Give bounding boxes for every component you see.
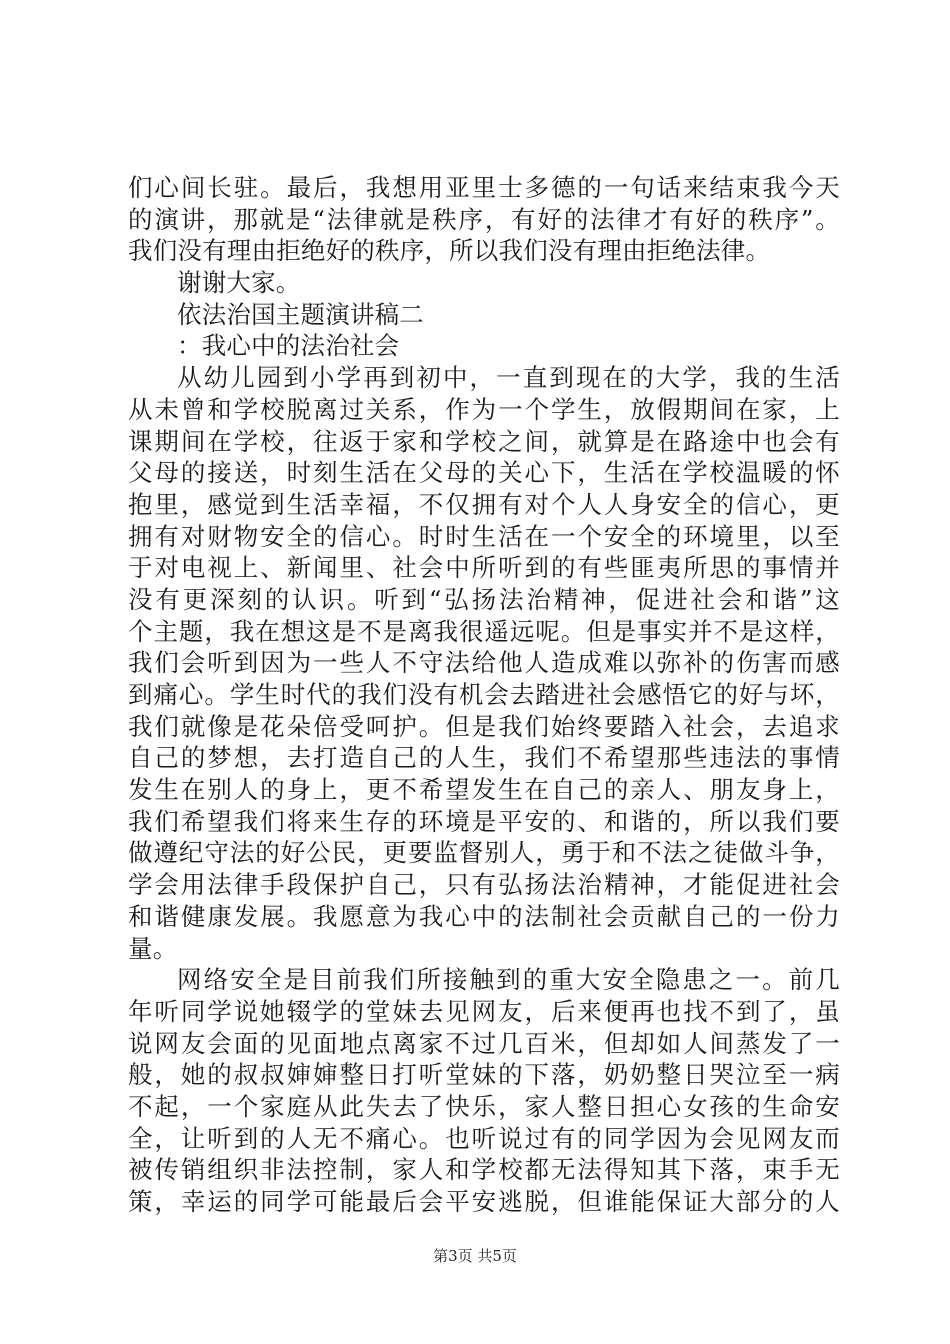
page-footer xyxy=(0,1245,950,1266)
section-subtitle: ：我心中的法治社会 xyxy=(177,331,400,361)
text-line: 的演讲，那就是“法律就是秩序，有好的法律才有好的秩序”。 xyxy=(128,204,840,234)
text-line: 网络安全是目前我们所接触到的重大安全隐患之一。前几 xyxy=(177,965,840,995)
text-line: 抱里，感觉到生活幸福，不仅拥有对个人人身安全的信心，更 xyxy=(128,489,840,519)
text-line: 不起，一个家庭从此失去了快乐，家人整日担心女孩的生命安 xyxy=(128,1091,840,1121)
page-number-label: 第3页 共5页 xyxy=(433,1247,517,1265)
text-line: 我们就像是花朵倍受呵护。但是我们始终要踏入社会，去追求 xyxy=(128,711,840,741)
text-line: 学会用法律手段保护自己，只有弘扬法治精神，才能促进社会 xyxy=(128,870,840,900)
text-line: 谢谢大家。 xyxy=(177,268,301,298)
text-line: 发生在别人的身上，更不希望发生在自己的亲人、朋友身上， xyxy=(128,775,840,805)
section-title: 依法治国主题演讲稿二 xyxy=(177,299,424,329)
text-line: 被传销组织非法控制，家人和学校都无法得知其下落，束手无 xyxy=(128,1155,840,1185)
text-line: 年听同学说她辍学的堂妹去见网友，后来便再也找不到了，虽 xyxy=(128,996,840,1026)
text-line: 拥有对财物安全的信心。时时生活在一个安全的环境里，以至 xyxy=(128,521,840,551)
text-line: 我们没有理由拒绝好的秩序，所以我们没有理由拒绝法律。 xyxy=(128,236,771,266)
text-line: 我们希望我们将来生存的环境是平安的、和谐的，所以我们要 xyxy=(128,806,840,836)
text-line: 般，她的叔叔婶婶整日打听堂妹的下落，奶奶整日哭泣至一病 xyxy=(128,1060,840,1090)
text-line: 课期间在学校，往返于家和学校之间，就算是在路途中也会有 xyxy=(128,426,840,456)
document-body xyxy=(128,172,840,1218)
text-line: 全，让听到的人无不痛心。也听说过有的同学因为会见网友而 xyxy=(128,1123,840,1153)
text-line: 没有更深刻的认识。听到“弘扬法治精神，促进社会和谐”这 xyxy=(128,584,840,614)
text-line: 父母的接送，时刻生活在父母的关心下，生活在学校温暖的怀 xyxy=(128,458,840,488)
text-line: 个主题，我在想这是不是离我很遥远呢。但是事实并不是这样， xyxy=(128,616,840,646)
text-line: 自己的梦想，去打造自己的人生，我们不希望那些违法的事情 xyxy=(128,743,840,773)
text-line: 从幼儿园到小学再到初中，一直到现在的大学，我的生活 xyxy=(177,363,840,393)
text-line: 我们会听到因为一些人不守法给他人造成难以弥补的伤害而感 xyxy=(128,648,840,678)
text-line: 和谐健康发展。我愿意为我心中的法制社会贡献自己的一份力 xyxy=(128,901,840,931)
text-line: 到痛心。学生时代的我们没有机会去踏进社会感悟它的好与坏， xyxy=(128,680,840,709)
text-line: 策，幸运的同学可能最后会平安逃脱，但谁能保证大部分的人 xyxy=(128,1187,840,1216)
text-line: 做遵纪守法的好公民，更要监督别人，勇于和不法之徒做斗争， xyxy=(128,838,840,868)
text-line: 说网友会面的见面地点离家不过几百米，但却如人间蒸发了一 xyxy=(128,1028,840,1058)
text-line: 于对电视上、新闻里、社会中所听到的有些匪夷所思的事情并 xyxy=(128,553,840,583)
text-line: 从未曾和学校脱离过关系，作为一个学生，放假期间在家，上 xyxy=(128,394,840,424)
text-line: 们心间长驻。最后，我想用亚里士多德的一句话来结束我今天 xyxy=(128,173,840,202)
text-line: 量。 xyxy=(128,933,178,963)
